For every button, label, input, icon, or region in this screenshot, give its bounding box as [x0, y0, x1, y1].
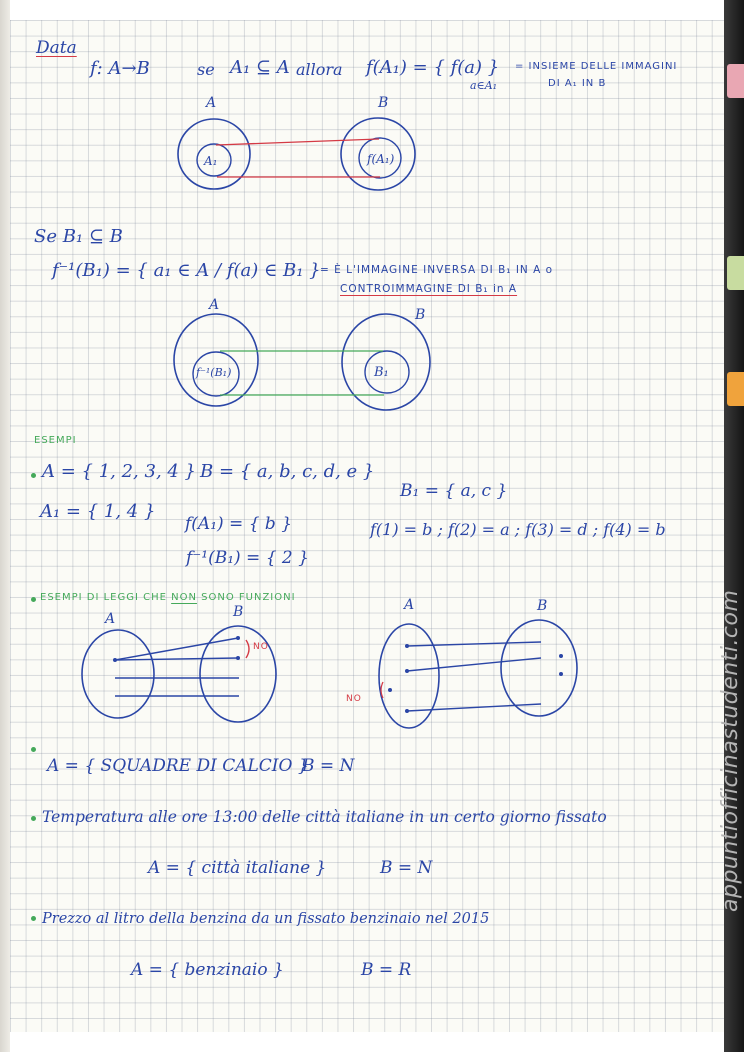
allora-word: allora: [296, 60, 343, 79]
diagram-label-a: A: [206, 95, 217, 111]
mapping-line: [216, 139, 379, 145]
image-definition: f(A₁) = { f(a) }: [366, 57, 500, 78]
set-b-circle: [501, 620, 577, 716]
element-dot: [405, 709, 409, 713]
watermark: appuntiofficinastudenti.com: [718, 589, 743, 912]
mapping-line: [115, 638, 238, 660]
bullet: [31, 816, 36, 821]
non-word: NON: [171, 592, 197, 603]
example-mapping: f(1) = b ; f(2) = a ; f(3) = d ; f(4) = b: [370, 520, 666, 539]
image-subscript: a∈A₁: [470, 79, 498, 92]
no-bracket: [246, 640, 249, 658]
notebook-edge: [0, 0, 10, 1052]
item-1-set-a: A = { SQUADRE DI CALCIO }: [47, 756, 309, 776]
element-dot: [236, 636, 240, 640]
sticky-tab-green: [727, 256, 744, 290]
mapping-line: [407, 658, 541, 671]
subset-a1: A₁ ⊆ A: [230, 57, 290, 78]
non-function-diagram-2: [375, 612, 595, 732]
item-3-set-a: A = { benzinaio }: [131, 960, 284, 980]
diagram-label-a: A: [404, 597, 415, 613]
non-functions-heading: ESEMPI DI LEGGI CHE NON SONO FUNZIONI: [40, 592, 296, 603]
example-set-b: B = { a, b, c, d, e }: [200, 461, 375, 482]
diagram-label-b: B: [233, 604, 244, 620]
non-function-diagram-1: [78, 618, 298, 728]
diagram-label-b: B: [415, 307, 426, 323]
preimage-condition: Se B₁ ⊆ B: [34, 226, 123, 247]
item-1-set-b: B = N: [302, 756, 355, 776]
set-b-circle: [200, 626, 276, 722]
diagram-label-preimage: f⁻¹(B₁): [196, 366, 232, 379]
element-dot: [559, 672, 563, 676]
bullet: [31, 597, 36, 602]
bullet: [31, 916, 36, 921]
examples-heading: ESEMPI: [34, 435, 77, 446]
bullet: [31, 473, 36, 478]
element-dot: [236, 656, 240, 660]
element-dot: [113, 658, 117, 662]
image-note-line2: DI A₁ IN B: [548, 78, 607, 89]
mapping-line: [407, 642, 541, 646]
mapping-line: [115, 658, 238, 660]
set-a-circle: [82, 630, 154, 718]
example-image: f(A₁) = { b }: [185, 514, 293, 534]
preimage-note-line1: = È L'IMMAGINE INVERSA DI B₁ IN A o: [320, 264, 554, 276]
example-preimage: f⁻¹(B₁) = { 2 }: [186, 548, 309, 568]
element-dot: [405, 669, 409, 673]
item-2-set-b: B = N: [380, 858, 433, 878]
sticky-tab-orange: [727, 372, 744, 406]
example-b1: B₁ = { a, c }: [400, 481, 508, 501]
no-bracket: [381, 682, 383, 698]
example-set-a: A = { 1, 2, 3, 4 }: [42, 461, 197, 482]
diagram-label-a: A: [105, 611, 116, 627]
diagram-label-image: f(A₁): [367, 152, 395, 166]
element-dot: [405, 644, 409, 648]
no-mark: NO: [253, 642, 269, 652]
se-word: se: [197, 60, 215, 79]
item-2-set-a: A = { città italiane }: [148, 858, 327, 878]
sticky-tab-pink: [727, 64, 744, 98]
example-a1: A₁ = { 1, 4 }: [40, 501, 156, 522]
diagram-label-a1: A₁: [204, 154, 218, 168]
function-definition: f: A→B: [90, 58, 150, 79]
preimage-definition: f⁻¹(B₁) = { a₁ ∈ A / f(a) ∈ B₁ }: [52, 260, 321, 281]
data-label: Data: [36, 38, 77, 58]
item-3-text: Prezzo al litro della benzina da un fissato benzinaio nel 2015: [42, 911, 490, 927]
set-a-circle: [379, 624, 439, 728]
set-a-circle: [174, 314, 258, 406]
no-mark: NO: [346, 694, 362, 704]
diagram-label-b1: B₁: [374, 365, 389, 380]
element-dot: [388, 688, 392, 692]
image-note-line1: = INSIEME DELLE IMMAGINI: [515, 61, 678, 72]
item-2-text: Temperatura alle ore 13:00 delle città italiane in un certo giorno fissato: [42, 808, 607, 826]
diagram-label-b: B: [378, 95, 389, 111]
preimage-note-line2: CONTROIMMAGINE DI B₁ in A: [340, 283, 518, 295]
diagram-label-b: B: [537, 598, 548, 614]
item-3-set-b: B = R: [361, 960, 412, 980]
preimage-diagram: [170, 297, 440, 420]
diagram-label-a: A: [209, 297, 220, 313]
element-dot: [559, 654, 563, 658]
bullet: [31, 747, 36, 752]
